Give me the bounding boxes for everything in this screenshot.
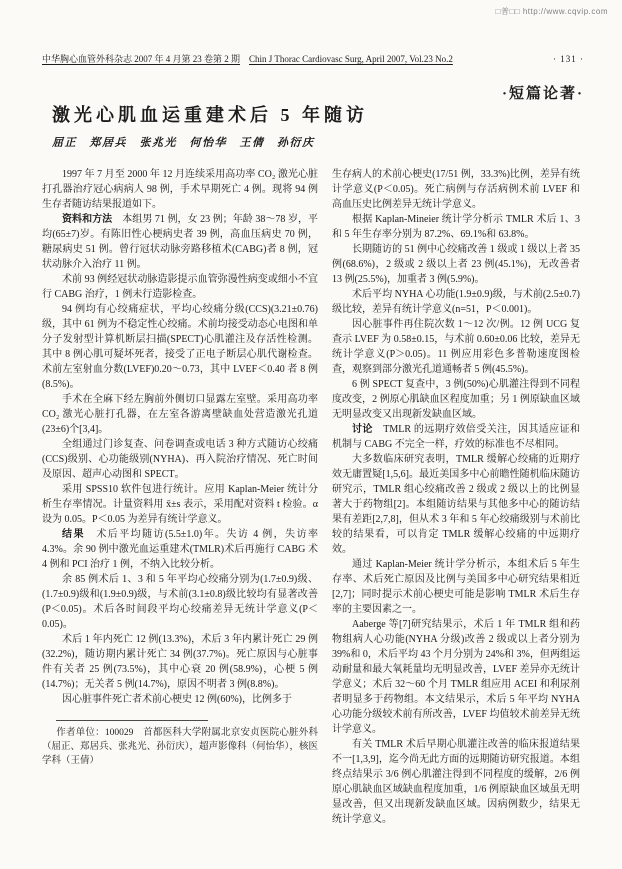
- paragraph-heading: 资料和方法: [62, 214, 113, 225]
- right-column-paragraphs: [332, 167, 580, 827]
- paragraph: 讨论 TMLR 的远期疗效倍受关注，因其适应证和机制与 CABG 不完全一样，疗效的标准也不尽相同。: [332, 424, 580, 450]
- section-label: ·短篇论著·: [501, 86, 584, 102]
- paragraph-heading: 讨论: [352, 424, 373, 435]
- article-body: [42, 167, 580, 827]
- paragraph: 手术在全麻下经左胸前外侧切口显露左室壁。采用高功率 CO₂ 激光心脏打孔器，在左室各游离壁缺血处营造激光孔道(23±6)个[3,4]。: [42, 394, 318, 435]
- footnote: [42, 720, 318, 768]
- paragraph: 术后 1 年内死亡 12 例(13.3%)，术后 3 年内累计死亡 29 例(32.2%)，随访期内累计死亡 34 例(37.7%)。死亡原因与心脏事件有关者 25 例(73.5%)，其中心衰 20 例(58.9%)，心梗 5 例(14.7%)；无关者 5 例(14.7%)，原因不明者 3 例(8.8%)。: [42, 634, 318, 690]
- author-list: 屈正 郑居兵 张兆光 何怡华 王倩 孙衍庆: [52, 137, 315, 149]
- paragraph: 全组通过门诊复查、问卷调查或电话 3 种方式随访心绞痛(CCS)级别、心功能级别(NYHA)、再入院治疗情况、死亡时间及原因、超声心动图和 SPECT。: [42, 439, 318, 480]
- paragraph: 生存病人的术前心梗史(17/51 例，33.3%)比例，差异有统计学意义(P＜0.05)。死亡病例与存活病例术前 LVEF 和高血压史比例差异无统计学意义。: [332, 169, 580, 210]
- paragraph: 余 85 例术后 1、3 和 5 年平均心绞痛分别为(1.7±0.9)级、(1.7±0.9)级和(1.9±0.9)级，与术前(3.1±0.8)级比较均有显著改善(P＜0.05)。术后各时间段平均心绞痛差异无统计学意义(P＜0.05)。: [42, 574, 318, 630]
- journal-title-cn: 中华胸心血管外科杂志 2007 年 4 月第 23 卷第 2 期: [42, 54, 241, 64]
- paragraph: 采用 SPSS10 软件包进行统计。应用 Kaplan-Meier 统计分析生存率情况。计量资料用 x̄±s 表示，采用配对资料 t 检验。α 设为 0.05。P＜0.05 为差异有统计学意义。: [42, 484, 318, 525]
- paragraph-heading: 结果: [62, 529, 85, 540]
- paragraph: 结果 术后平均随访(5.5±1.0)年。失访 4 例，失访率 4.3%。余 90 例中激光血运重建术(TMLR)术后再施行 CABG 术 4 例和 PCI 治疗 1 例，不纳入比较分析。: [42, 529, 319, 570]
- right-column: [332, 167, 580, 827]
- paragraph: Aaberge 等[7]研究结果示，术后 1 年 TMLR 组和药物组病人心功能(NYHA 分级)改善 2 级或以上者分别为 39%和 0，术后平均 43 个月分别为 24%和 3%，但两组运动耐量和最大氧耗量均无明显改善，LVEF 差异亦无统计学意义；术后 32～60 个月 TMLR 组应用 ACEI 和利尿剂者明显多于药物组。本文结果示，术后 5 年平均 NYHA 心功能分级较术前有所改善，LVEF 均值较术前差异无统计学意义。: [332, 619, 580, 735]
- paragraph: 有关 TMLR 术后早期心肌灌注改善的临床报道结果不一[1,3,9]，迄今尚无此方面的远期随访研究报道。本组终点结果示 3/6 例心肌灌注得到不同程度的缓解，2/6 例原心肌缺血区域缺血程度加重，1/6 例原缺血区域虽无明显改善，但又出现新发缺血区域。因病例数少，结果无统计学意义。: [332, 739, 580, 825]
- paragraph: 6 例 SPECT 复查中，3 例(50%)心肌灌注得到不同程度改变，2 例原心肌缺血区程度加重；另 1 例原缺血区域无明显改变又出现新发缺血区域。: [332, 379, 580, 420]
- article-title: 激光心肌血运重建术后 5 年随访: [52, 105, 368, 125]
- left-column-paragraphs: [42, 167, 318, 707]
- paragraph: 因心脏事件死亡者术前心梗史 12 例(60%)，比例多于: [62, 694, 292, 705]
- paragraph: 术前 93 例经冠状动脉造影提示血管弥漫性病变或细小不宜行 CABG 治疗，1 例未行造影检查。: [42, 274, 318, 300]
- cqvip-watermark: □普□□ http://www.cqvip.com: [495, 7, 608, 16]
- left-column: [42, 167, 318, 827]
- paragraph: 1997 年 7 月至 2000 年 12 月连续采用高功率 CO₂ 激光心脏打孔器治疗冠心病病人 98 例，手术早期死亡 4 例。现将 94 例生存者随访结果报道如下。: [42, 169, 318, 210]
- journal-title-en: Chin J Thorac Cardiovasc Surg, April 2007, Vol.23 No.2: [249, 54, 453, 64]
- paragraph: 通过 Kaplan-Meier 统计学分析示，本组术后 5 年生存率、术后死亡原因及比例与美国多中心研究结果相近[2,7]；同时提示术前心梗史可能是影响 TMLR 术后生存率的主要因素之一。: [332, 559, 580, 615]
- page-number: · 131 ·: [553, 54, 584, 64]
- paragraph: 94 例均有心绞痛症状，平均心绞痛分级(CCS)(3.21±0.76)级，其中 61 例为不稳定性心绞痛。术前均接受动态心电图和单分子发射型计算机断层扫描(SPECT)心肌灌注及存活性检测。其中 8 例心肌可疑坏死者，接受了正电子断层心肌代谢检查。术前左室射血分数(LVEF)0.20～0.73，其中 LVEF＜0.40 者 8 例(8.5%)。: [42, 304, 318, 390]
- paragraph: 大多数临床研究表明，TMLR 缓解心绞痛的近期疗效无庸置疑[1,5,6]。最近美国多中心前瞻性随机临床随访研究示，TMLR 组心绞痛改善 2 级或 2 级以上的比例显著大于药物组[2]。本组随访结果与其他多中心的随访结果有差距[2,7,8]，但从术 3 年和 5 年心绞痛级别与术前比较的结果看，可以肯定 TMLR 缓解心绞痛的中远期疗效。: [332, 454, 580, 555]
- journal-citation: [42, 52, 453, 65]
- paragraph: 根据 Kaplan-Mineier 统计学分析示 TMLR 术后 1、3 和 5 年生存率分别为 87.2%、69.1%和 63.8%。: [332, 214, 580, 240]
- footnote-text: 作者单位：100029 首都医科大学附属北京安贞医院心脏外科（屈正、郑居兵、张兆光、孙衍庆），超声影像科（何怡华），核医学科（王倩）: [42, 728, 318, 766]
- footnote-divider: [56, 720, 208, 721]
- paragraph: 因心脏事件再住院次数 1～12 次/例。12 例 UCG 复查示 LVEF 为 0.58±0.15，与术前 0.60±0.06 比较，差异无统计学意义(P＞0.05)。11 例应用彩色多普勒速度图检查，观察到部分激光孔道通畅者 5 例(45.5%)。: [332, 319, 580, 375]
- paragraph: 术后平均 NYHA 心功能(1.9±0.9)级，与术前(2.5±0.7)级比较，差异有统计学意义(n=51，P＜0.001)。: [332, 289, 580, 315]
- page-header: [42, 52, 584, 65]
- paragraph: 资料和方法 本组男 71 例，女 23 例；年龄 38～78 岁，平均(65±7)岁。有陈旧性心梗病史者 39 例，高血压病史 70 例，糖尿病史 51 例。曾行冠状动脉旁路移植术(CABG)者 8 例，冠状动脉介入治疗 11 例。: [42, 214, 319, 270]
- paragraph: 长期随访的 51 例中心绞痛改善 1 级或 1 级以上者 35 例(68.6%)，2 级或 2 级以上者 23 例(45.1%)，无改善者 13 例(25.5%)，加重者 3 例(5.9%)。: [332, 244, 580, 285]
